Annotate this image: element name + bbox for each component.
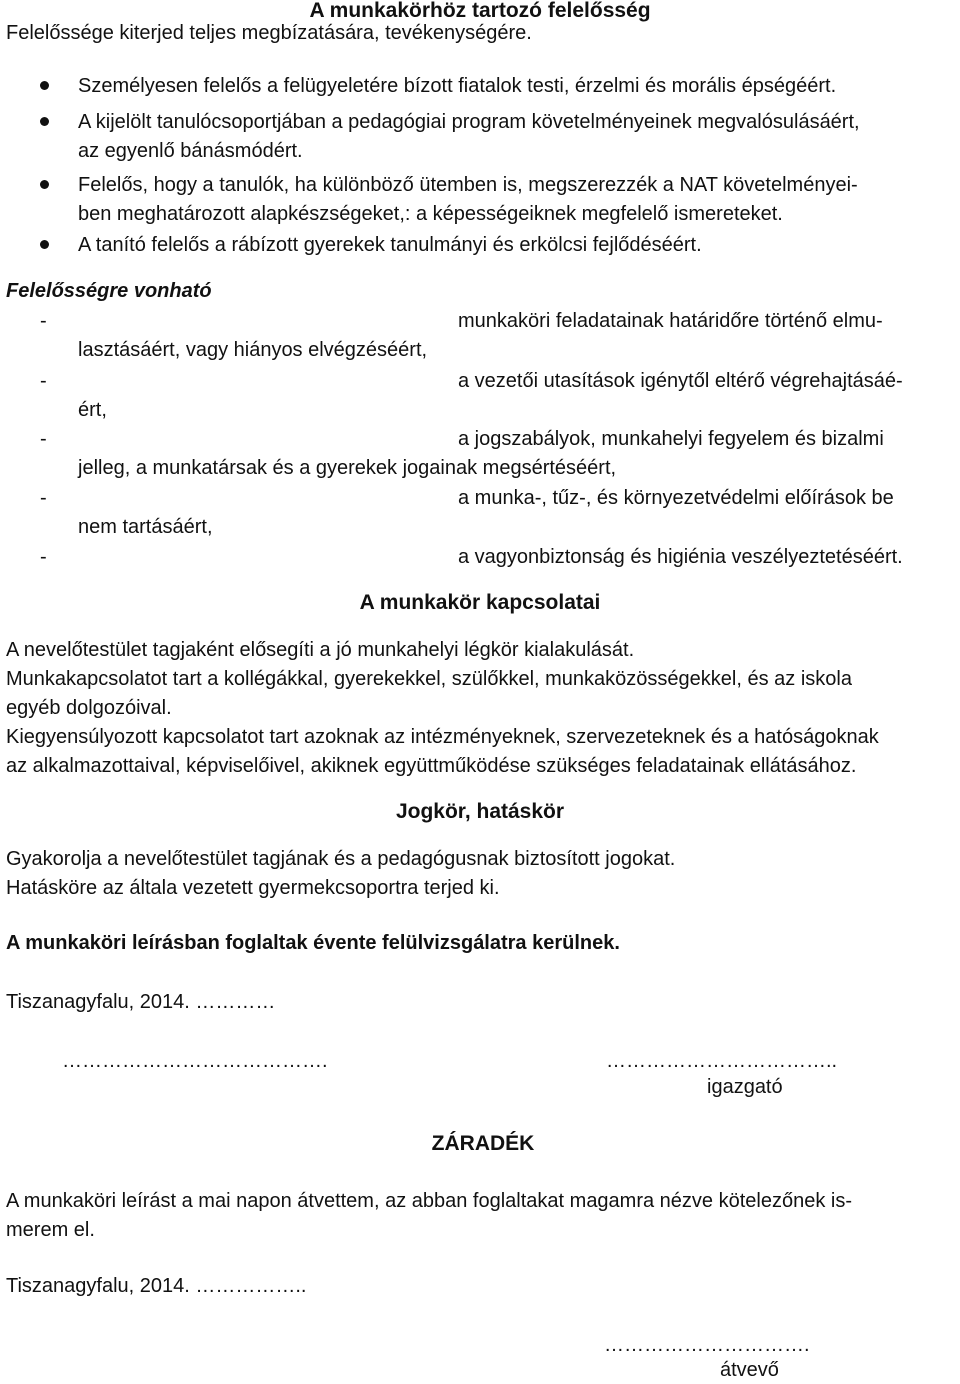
dash-marker: -	[40, 487, 47, 509]
bullet-item-continuation: ben meghatározott alapkészségeket,: a képességeiknek megfelelő ismereteket.	[78, 203, 783, 225]
relations-paragraph: Kiegyensúlyozott kapcsolatot tart azoknak az intézményeknek, szervezeteknek és a hatóságoknak	[6, 726, 879, 748]
section-title-relations: A munkakör kapcsolatai	[359, 591, 601, 614]
liable-heading: Felelősségre vonható	[6, 280, 212, 302]
liable-item-continuation: lasztásáért, vagy hiányos elvégzéséért,	[78, 339, 428, 361]
dash-marker: -	[40, 370, 47, 392]
clause-text: A munkaköri leírást a mai napon átvettem, az abban foglaltakat magamra nézve kötelezőnek is-	[6, 1190, 853, 1212]
intro-text: Felelőssége kiterjed teljes megbízatására, tevékenységére.	[6, 22, 532, 44]
dash-marker: -	[40, 428, 47, 450]
signature-line-right: ……………………………..	[606, 1050, 838, 1072]
bullet-item: Személyesen felelős a felügyeletére bízott fiatalok testi, érzelmi és morális épségéért.	[78, 75, 837, 97]
liable-item-continuation: jelleg, a munkatársak és a gyerekek jogainak megsértéséért,	[78, 457, 617, 479]
bullet-item: A kijelölt tanulócsoportjában a pedagógiai program követelményeinek megvalósulásáért,	[78, 111, 860, 133]
authority-text: Gyakorolja a nevelőtestület tagjának és a pedagógusnak biztosított jogokat.	[6, 848, 676, 870]
signature-label-director: igazgató	[707, 1076, 783, 1098]
bullet-item-continuation: az egyenlő bánásmódért.	[78, 140, 303, 162]
section-title-responsibility: A munkakörhöz tartozó felelősség	[309, 0, 651, 22]
section-title-clause: ZÁRADÉK	[431, 1132, 535, 1155]
bullet-dot-icon	[40, 81, 49, 90]
bullet-item: A tanító felelős a rábízott gyerekek tanulmányi és erkölcsi fejlődéséért.	[78, 234, 702, 256]
clause-text-continuation: merem el.	[6, 1219, 95, 1241]
bullet-dot-icon	[40, 240, 49, 249]
bullet-dot-icon	[40, 180, 49, 189]
review-note: A munkaköri leírásban foglaltak évente felülvizsgálatra kerülnek.	[6, 932, 620, 954]
liable-item: a vagyonbiztonság és higiénia veszélyeztetéséért.	[458, 546, 903, 568]
bullet-item: Felelős, hogy a tanulók, ha különböző ütemben is, megszerezzék a NAT követelményei-	[78, 174, 858, 196]
liable-item: a vezetői utasítások igénytől eltérő végrehajtásáé-	[458, 370, 903, 392]
liable-item: a jogszabályok, munkahelyi fegyelem és bizalmi	[458, 428, 884, 450]
relations-paragraph: Munkakapcsolatot tart a kollégákkal, gyerekekkel, szülőkkel, munkaközösségekkel, és az iskola	[6, 668, 852, 690]
liable-item: a munka-, tűz-, és környezetvédelmi előírások be	[458, 487, 894, 509]
signature-line-receiver: ………………………….	[604, 1334, 810, 1356]
signature-line-left: ………………………………….	[62, 1050, 328, 1072]
authority-text: Hatásköre az általa vezetett gyermekcsoportra terjed ki.	[6, 877, 500, 899]
liable-item: munkaköri feladatainak határidőre történő elmu-	[458, 310, 883, 332]
liable-item-continuation: ért,	[78, 399, 107, 421]
place-date: Tiszanagyfalu, 2014. ……………..	[6, 1275, 307, 1297]
place-date: Tiszanagyfalu, 2014. …………	[6, 991, 276, 1013]
bullet-dot-icon	[40, 117, 49, 126]
dash-marker: -	[40, 546, 47, 568]
relations-paragraph-continuation: egyéb dolgozóival.	[6, 697, 172, 719]
liable-item-continuation: nem tartásáért,	[78, 516, 213, 538]
dash-marker: -	[40, 310, 47, 332]
relations-paragraph-continuation: az alkalmazottaival, képviselőivel, akiknek együttműködése szükséges feladatainak ellátásához.	[6, 755, 857, 777]
relations-paragraph: A nevelőtestület tagjaként elősegíti a jó munkahelyi légkör kialakulását.	[6, 639, 635, 661]
section-title-authority: Jogkör, hatáskör	[395, 800, 565, 823]
signature-label-receiver: átvevő	[720, 1359, 779, 1381]
